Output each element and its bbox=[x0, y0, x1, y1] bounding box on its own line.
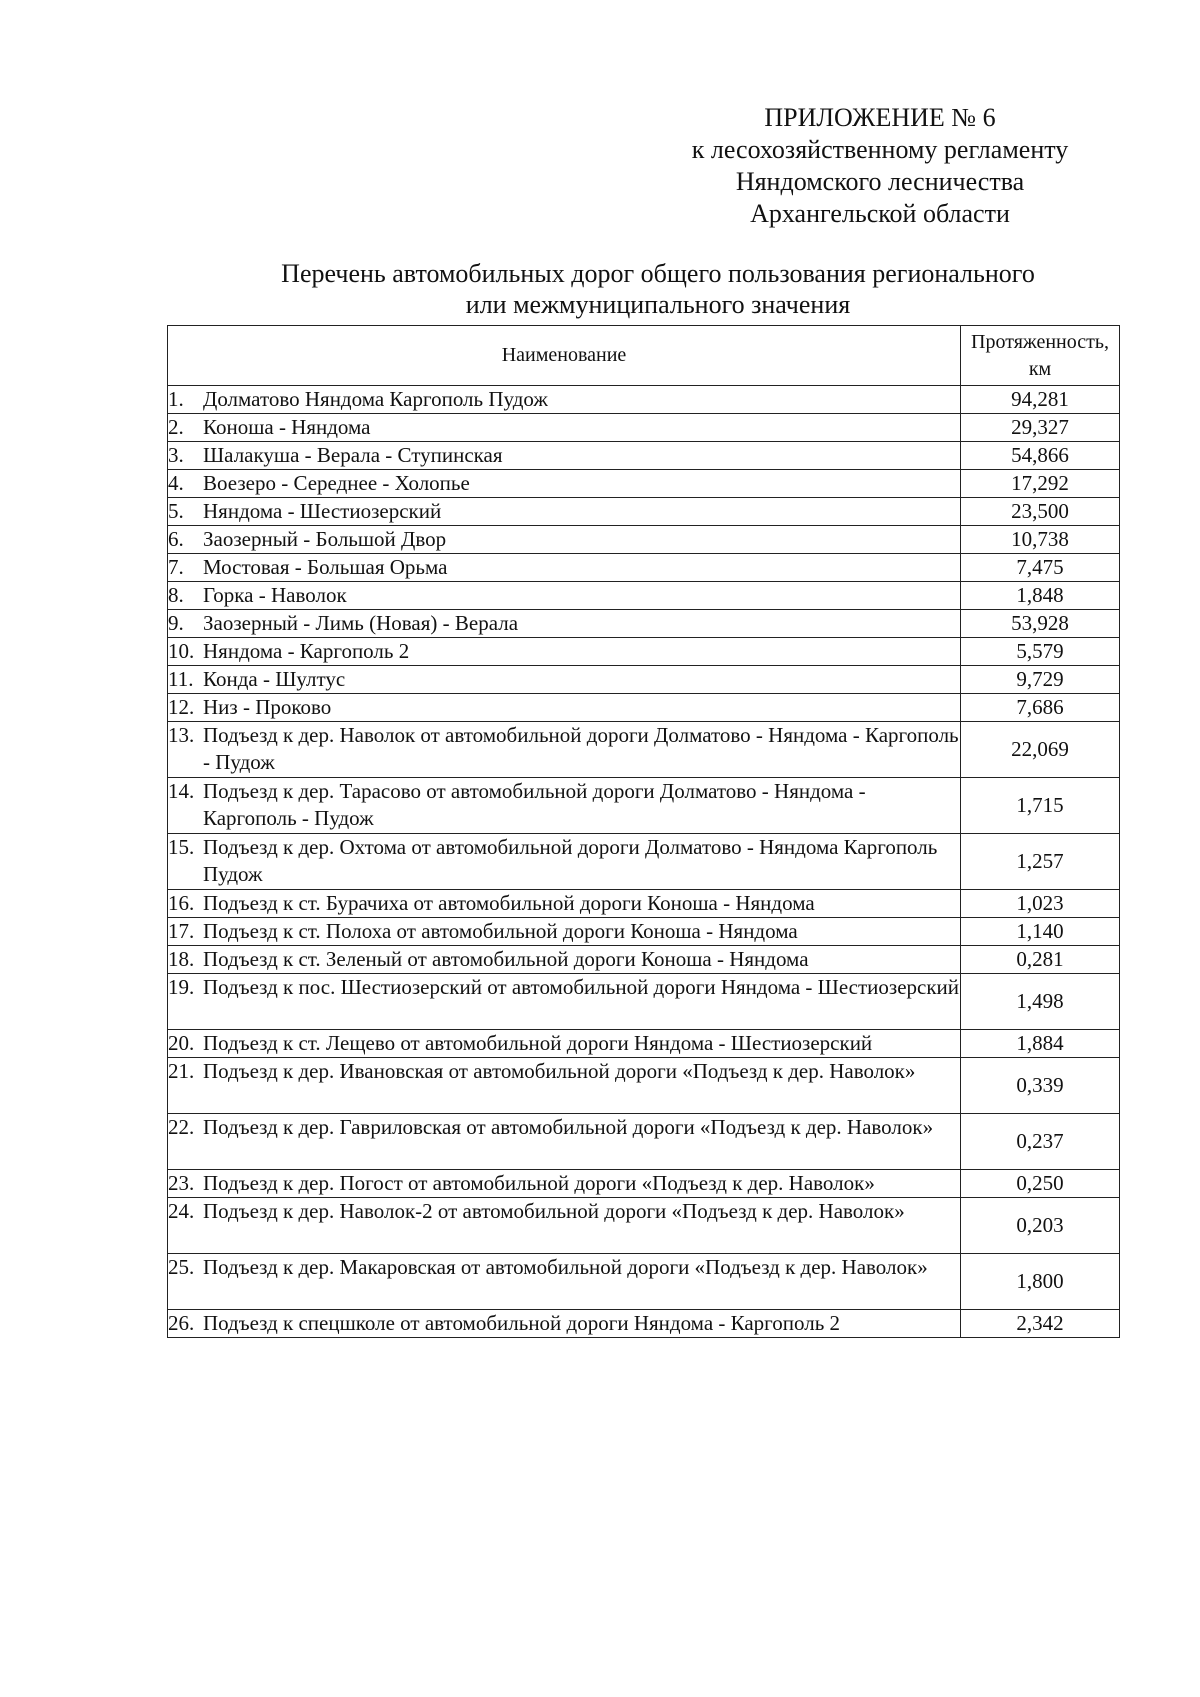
road-number: 3. bbox=[168, 443, 184, 467]
road-name-line bbox=[168, 666, 960, 693]
road-name-cell bbox=[168, 470, 961, 498]
road-length: 7,475 bbox=[961, 554, 1120, 582]
road-length: 53,928 bbox=[961, 610, 1120, 638]
road-length: 7,686 bbox=[961, 694, 1120, 722]
table-row bbox=[168, 1198, 1120, 1254]
road-name: Подъезд к дер. Наволок-2 от автомобильной дороги «Подъезд к дер. Наволок» bbox=[203, 1199, 905, 1223]
road-name: Коноша - Няндома bbox=[203, 415, 371, 439]
road-length: 1,140 bbox=[961, 918, 1120, 946]
road-name-cell bbox=[168, 526, 961, 554]
table-row bbox=[168, 1114, 1120, 1170]
road-name-line bbox=[168, 582, 960, 609]
road-length: 0,237 bbox=[961, 1114, 1120, 1170]
roads-table bbox=[167, 325, 1120, 1338]
road-name-cell bbox=[168, 582, 961, 610]
road-name: Мостовая - Большая Орьма bbox=[203, 555, 448, 579]
road-name: Подъезд к пос. Шестиозерский от автомобильной дороги Няндома - Шестиозерский bbox=[203, 975, 960, 999]
road-name: Подъезд к дер. Охтома от автомобильной дороги Долматово - Няндома Каргополь Пудож bbox=[203, 835, 938, 886]
road-length: 1,023 bbox=[961, 890, 1120, 918]
road-length: 1,800 bbox=[961, 1254, 1120, 1310]
table-row bbox=[168, 554, 1120, 582]
road-number: 26. bbox=[168, 1311, 195, 1335]
road-length: 1,498 bbox=[961, 974, 1120, 1030]
road-name-line bbox=[168, 890, 960, 917]
road-name: Шалакуша - Верала - Ступинская bbox=[203, 443, 503, 467]
road-number: 6. bbox=[168, 527, 184, 551]
road-name-cell bbox=[168, 554, 961, 582]
road-name-cell bbox=[168, 890, 961, 918]
road-name-cell bbox=[168, 1170, 961, 1198]
road-name-cell bbox=[168, 610, 961, 638]
road-name-line bbox=[168, 414, 960, 441]
road-name-line bbox=[168, 834, 960, 888]
road-number: 16. bbox=[168, 891, 195, 915]
table-header-row bbox=[168, 326, 1120, 386]
road-number: 14. bbox=[168, 779, 195, 803]
road-number: 8. bbox=[168, 583, 184, 607]
road-number: 1. bbox=[168, 387, 184, 411]
road-name-cell bbox=[168, 834, 961, 890]
road-name: Подъезд к ст. Лещево от автомобильной дороги Няндома - Шестиозерский bbox=[203, 1031, 873, 1055]
road-name: Воезеро - Середнее - Холопье bbox=[203, 471, 470, 495]
road-name-line bbox=[168, 1058, 960, 1085]
road-name: Подъезд к дер. Погост от автомобильной дороги «Подъезд к дер. Наволок» bbox=[203, 1171, 875, 1195]
road-name-cell bbox=[168, 1254, 961, 1310]
appendix-header bbox=[660, 102, 1100, 230]
road-name: Подъезд к ст. Зеленый от автомобильной дороги Коноша - Няндома bbox=[203, 947, 809, 971]
road-name-cell bbox=[168, 1114, 961, 1170]
header-length-line-2: км bbox=[1028, 357, 1052, 380]
road-name: Подъезд к дер. Тарасово от автомобильной дороги Долматово - Няндома - Каргополь - Пудож bbox=[203, 779, 866, 830]
road-name: Подъезд к ст. Полоха от автомобильной дороги Коноша - Няндома bbox=[203, 919, 798, 943]
road-length: 5,579 bbox=[961, 638, 1120, 666]
title-line-1: Перечень автомобильных дорог общего пользования регионального bbox=[281, 259, 1035, 288]
road-number: 18. bbox=[168, 947, 195, 971]
table-row bbox=[168, 470, 1120, 498]
appendix-number: ПРИЛОЖЕНИЕ № 6 bbox=[764, 103, 996, 132]
road-name-cell bbox=[168, 442, 961, 470]
road-length: 1,715 bbox=[961, 778, 1120, 834]
road-name-line bbox=[168, 1170, 960, 1197]
table-row bbox=[168, 582, 1120, 610]
road-name: Долматово Няндома Каргополь Пудож bbox=[203, 387, 548, 411]
road-length: 1,884 bbox=[961, 1030, 1120, 1058]
road-length: 1,848 bbox=[961, 582, 1120, 610]
road-length: 1,257 bbox=[961, 834, 1120, 890]
table-row bbox=[168, 442, 1120, 470]
road-name-line bbox=[168, 554, 960, 581]
road-name-line bbox=[168, 470, 960, 497]
road-length: 0,203 bbox=[961, 1198, 1120, 1254]
road-name-line bbox=[168, 778, 960, 832]
road-name-line bbox=[168, 694, 960, 721]
road-name-cell bbox=[168, 414, 961, 442]
road-number: 13. bbox=[168, 723, 195, 747]
table-row bbox=[168, 1030, 1120, 1058]
table-row bbox=[168, 778, 1120, 834]
table-row bbox=[168, 834, 1120, 890]
road-number: 24. bbox=[168, 1199, 195, 1223]
road-name-cell bbox=[168, 1058, 961, 1114]
road-name-line bbox=[168, 918, 960, 945]
road-number: 7. bbox=[168, 555, 184, 579]
table-row bbox=[168, 414, 1120, 442]
road-number: 20. bbox=[168, 1031, 195, 1055]
road-name-line bbox=[168, 722, 960, 776]
road-name-line bbox=[168, 1114, 960, 1141]
road-name-cell bbox=[168, 694, 961, 722]
road-name: Горка - Наволок bbox=[203, 583, 347, 607]
table-row bbox=[168, 918, 1120, 946]
road-name: Подъезд к дер. Ивановская от автомобильной дороги «Подъезд к дер. Наволок» bbox=[203, 1059, 916, 1083]
road-name-line bbox=[168, 1310, 960, 1337]
table-row bbox=[168, 1310, 1120, 1338]
table-row bbox=[168, 386, 1120, 414]
road-name-cell bbox=[168, 1030, 961, 1058]
road-name: Заозерный - Большой Двор bbox=[203, 527, 447, 551]
road-number: 22. bbox=[168, 1115, 195, 1139]
road-length: 29,327 bbox=[961, 414, 1120, 442]
road-name-line bbox=[168, 498, 960, 525]
road-name-line bbox=[168, 1198, 960, 1225]
road-name-cell bbox=[168, 638, 961, 666]
road-name: Конда - Шултус bbox=[203, 667, 346, 691]
appendix-forestry: Няндомского лесничества bbox=[735, 167, 1025, 196]
road-length: 22,069 bbox=[961, 722, 1120, 778]
road-number: 19. bbox=[168, 975, 195, 999]
table-row bbox=[168, 694, 1120, 722]
road-name-line bbox=[168, 386, 960, 413]
road-length: 17,292 bbox=[961, 470, 1120, 498]
road-name-line bbox=[168, 526, 960, 553]
road-name: Подъезд к дер. Наволок от автомобильной дороги Долматово - Няндома - Каргополь - Пудож bbox=[203, 723, 959, 774]
table-row bbox=[168, 946, 1120, 974]
table-row bbox=[168, 1170, 1120, 1198]
road-name-cell bbox=[168, 974, 961, 1030]
road-name-cell bbox=[168, 778, 961, 834]
road-name-line bbox=[168, 946, 960, 973]
appendix-regulation: к лесохозяйственному регламенту bbox=[691, 135, 1069, 164]
road-number: 21. bbox=[168, 1059, 195, 1083]
road-name-cell bbox=[168, 498, 961, 526]
road-number: 9. bbox=[168, 611, 184, 635]
road-length: 0,250 bbox=[961, 1170, 1120, 1198]
road-name-line bbox=[168, 442, 960, 469]
road-number: 23. bbox=[168, 1171, 195, 1195]
table-row bbox=[168, 1254, 1120, 1310]
table-row bbox=[168, 1058, 1120, 1114]
road-name-line bbox=[168, 1030, 960, 1057]
table-row bbox=[168, 666, 1120, 694]
road-number: 25. bbox=[168, 1255, 195, 1279]
road-name-cell bbox=[168, 386, 961, 414]
road-number: 2. bbox=[168, 415, 184, 439]
road-name: Подъезд к спецшколе от автомобильной дороги Няндома - Каргополь 2 bbox=[203, 1311, 841, 1335]
road-name-line bbox=[168, 638, 960, 665]
table-row bbox=[168, 890, 1120, 918]
road-name: Няндома - Каргополь 2 bbox=[203, 639, 410, 663]
road-number: 10. bbox=[168, 639, 195, 663]
road-name-cell bbox=[168, 946, 961, 974]
road-number: 12. bbox=[168, 695, 195, 719]
roads-table-body bbox=[168, 386, 1120, 1338]
road-number: 5. bbox=[168, 499, 184, 523]
road-number: 15. bbox=[168, 835, 195, 859]
road-name: Низ - Проково bbox=[203, 695, 332, 719]
road-name: Подъезд к дер. Макаровская от автомобильной дороги «Подъезд к дер. Наволок» bbox=[203, 1255, 928, 1279]
table-row bbox=[168, 722, 1120, 778]
table-row bbox=[168, 498, 1120, 526]
header-length bbox=[961, 326, 1120, 386]
table-row bbox=[168, 638, 1120, 666]
road-name-cell bbox=[168, 1310, 961, 1338]
appendix-region: Архангельской области bbox=[750, 199, 1010, 228]
road-number: 4. bbox=[168, 471, 184, 495]
road-name: Заозерный - Лимь (Новая) - Верала bbox=[203, 611, 519, 635]
title-line-2: или межмуниципального значения bbox=[465, 290, 851, 319]
road-name-cell bbox=[168, 918, 961, 946]
table-row bbox=[168, 610, 1120, 638]
road-length: 0,339 bbox=[961, 1058, 1120, 1114]
road-name-cell bbox=[168, 1198, 961, 1254]
road-number: 11. bbox=[168, 667, 194, 691]
road-length: 94,281 bbox=[961, 386, 1120, 414]
table-row bbox=[168, 526, 1120, 554]
document-title bbox=[170, 258, 1146, 320]
road-name-line bbox=[168, 974, 960, 1001]
road-length: 2,342 bbox=[961, 1310, 1120, 1338]
road-name-cell bbox=[168, 722, 961, 778]
road-name-line bbox=[168, 610, 960, 637]
road-number: 17. bbox=[168, 919, 195, 943]
road-length: 9,729 bbox=[961, 666, 1120, 694]
header-name: Наименование bbox=[168, 326, 961, 386]
road-length: 54,866 bbox=[961, 442, 1120, 470]
road-length: 10,738 bbox=[961, 526, 1120, 554]
road-name: Подъезд к дер. Гавриловская от автомобильной дороги «Подъезд к дер. Наволок» bbox=[203, 1115, 934, 1139]
road-name-cell bbox=[168, 666, 961, 694]
road-name-line bbox=[168, 1254, 960, 1281]
road-length: 23,500 bbox=[961, 498, 1120, 526]
header-length-line-1: Протяженность, bbox=[971, 330, 1109, 353]
road-length: 0,281 bbox=[961, 946, 1120, 974]
road-name: Няндома - Шестиозерский bbox=[203, 499, 442, 523]
road-name: Подъезд к ст. Бурачиха от автомобильной дороги Коноша - Няндома bbox=[203, 891, 815, 915]
table-row bbox=[168, 974, 1120, 1030]
